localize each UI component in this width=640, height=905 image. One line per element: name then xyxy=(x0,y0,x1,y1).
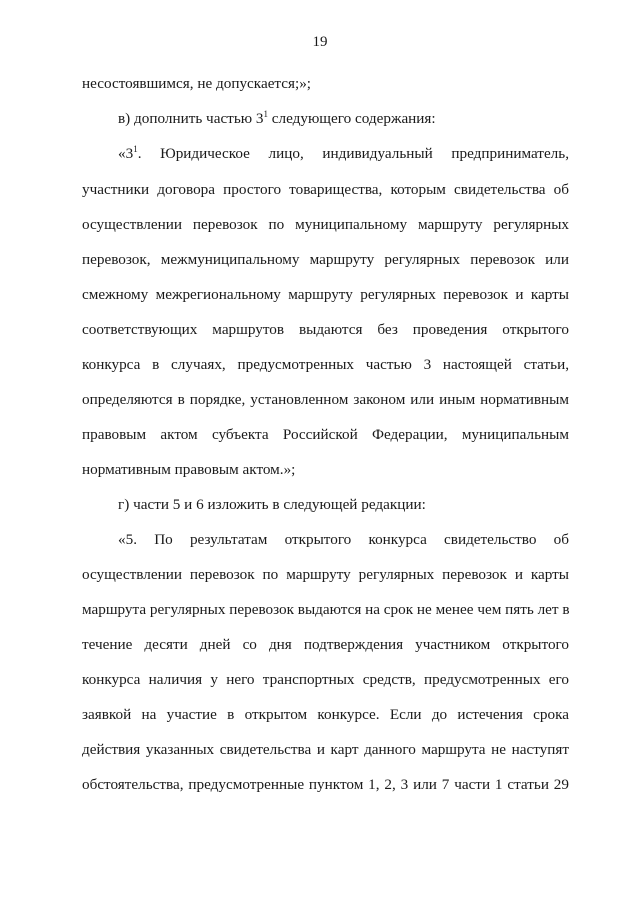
text-line: соответствующих маршрутов выдаются без проведения открытого xyxy=(82,321,569,338)
text-line-amendment-v xyxy=(118,110,569,128)
text-line: участники договора простого товарищества, которым свидетельства об xyxy=(82,181,569,198)
text-fragment: «3 xyxy=(118,145,134,162)
text-line: конкурса в случаях, предусмотренных частью 3 настоящей статьи, xyxy=(82,356,569,373)
text-line: течение десяти дней со дня подтверждения участником открытого xyxy=(82,636,569,653)
text-line: перевозок, межмуниципальному маршруту регулярных перевозок или xyxy=(82,251,569,268)
page-number: 19 xyxy=(312,34,328,50)
text-line: осуществлении перевозок по маршруту регулярных перевозок и карты xyxy=(82,566,569,583)
text-line: правовым актом субъекта Российской Федерации, муниципальным xyxy=(82,426,569,443)
text-line: обстоятельства, предусмотренные пунктом 1, 2, 3 или 7 части 1 статьи 29 xyxy=(82,776,569,793)
text-line: заявкой на участие в открытом конкурсе. Если до истечения срока xyxy=(82,706,569,723)
text-line: конкурса наличия у него транспортных средств, предусмотренных его xyxy=(82,671,569,688)
text-line: нормативным правовым актом.»; xyxy=(82,461,296,478)
text-fragment: следующего содержания: xyxy=(271,110,436,127)
text-line: смежному межрегиональному маршруту регулярных перевозок и карты xyxy=(82,286,569,303)
text-line: осуществлении перевозок по муниципальному маршруту регулярных xyxy=(82,216,569,233)
text-fragment: . Юридическое лицо, индивидуальный предприниматель, xyxy=(137,145,569,162)
text-line-paragraph-5: «5. По результатам открытого конкурса свидетельство об xyxy=(118,531,569,548)
text-line: определяются в порядке, установленном законом или иным нормативным xyxy=(82,391,569,408)
text-line: действия указанных свидетельства и карт данного маршрута не наступят xyxy=(82,741,569,758)
text-line-amendment-g: г) части 5 и 6 изложить в следующей редакции: xyxy=(118,496,426,513)
superscript: 1 xyxy=(263,109,268,119)
text-line: маршрута регулярных перевозок выдаются на срок не менее чем пять лет в xyxy=(82,601,570,618)
text-line-paragraph-3-1 xyxy=(118,145,569,163)
text-line: несостоявшимся, не допускается;»; xyxy=(82,75,312,92)
superscript: 1 xyxy=(133,144,138,154)
text-fragment: в) дополнить частью 3 xyxy=(118,110,264,127)
